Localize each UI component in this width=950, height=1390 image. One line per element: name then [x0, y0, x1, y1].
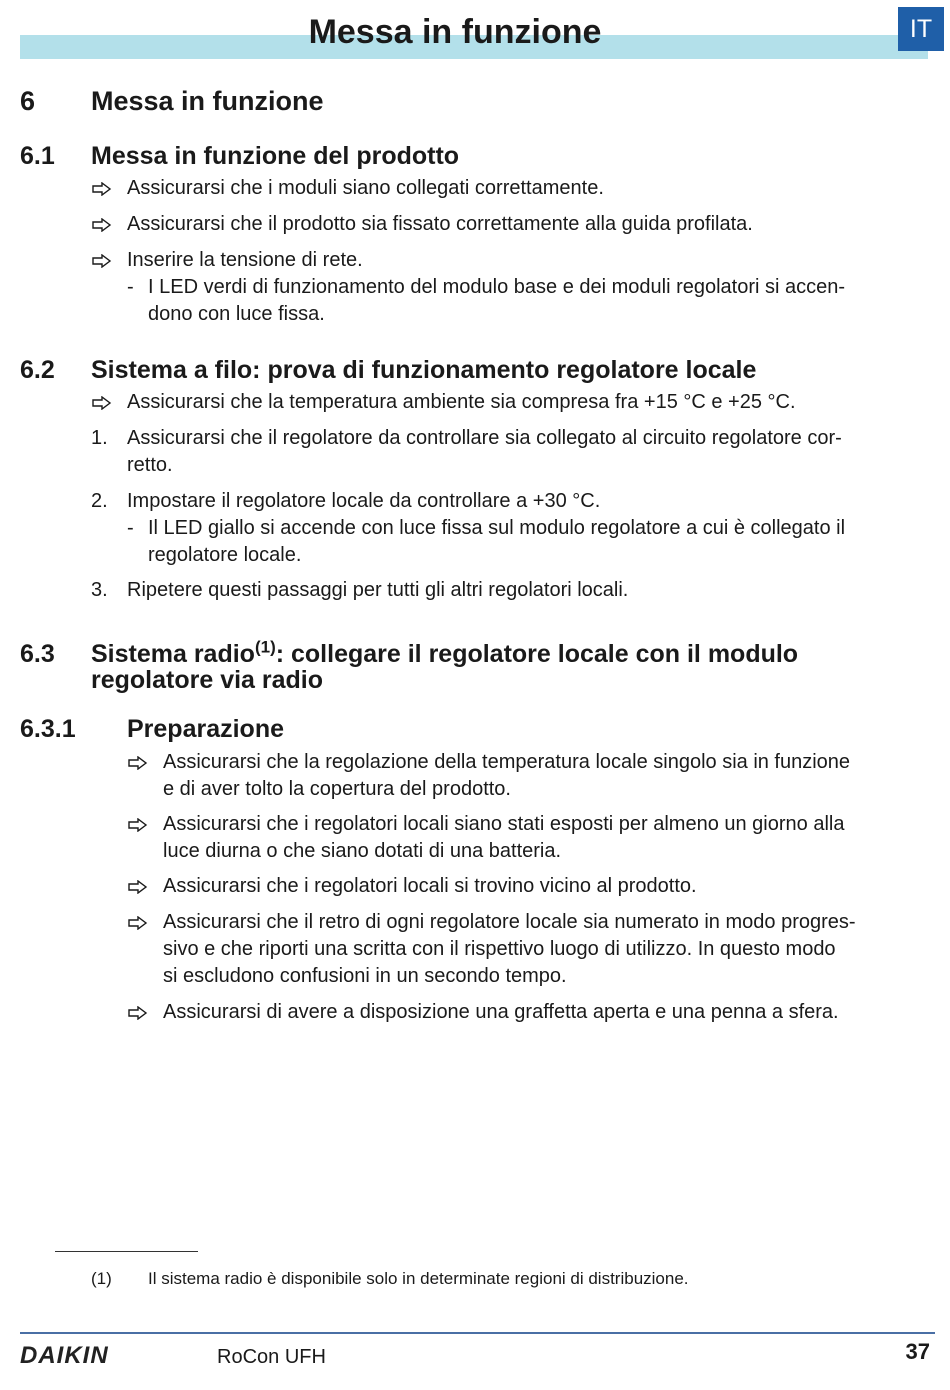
section-title: [91, 637, 799, 668]
list-item-line: e di aver tolto la copertura del prodotto.: [163, 778, 511, 800]
arrow-right-icon: [92, 218, 112, 232]
arrow-right-icon: [128, 1006, 148, 1020]
step-line: retto.: [127, 454, 173, 476]
list-item-line: si escludono confusioni in un secondo tempo.: [163, 965, 567, 987]
arrow-right-icon: [128, 880, 148, 894]
list-item: Assicurarsi che il prodotto sia fissato correttamente alla guida profilata.: [127, 213, 753, 235]
page-number: 37: [905, 1339, 930, 1364]
step-line: Ripetere questi passaggi per tutti gli altri regolatori locali.: [127, 579, 629, 601]
footnote-mark: (1): [91, 1269, 112, 1288]
sub-item-line: I LED verdi di funzionamento del modulo base e dei moduli regolatori si accen-: [148, 276, 846, 298]
footnote-divider: [55, 1251, 198, 1252]
section-title-part: Sistema radio: [91, 640, 255, 668]
section-number: 6.3: [20, 640, 55, 668]
step-number: 3.: [91, 579, 108, 601]
list-item-line: luce diurna o che siano dotati di una batteria.: [163, 840, 562, 862]
language-tab: IT: [898, 7, 944, 51]
section-number: 6.1: [20, 142, 55, 170]
section-title: Messa in funzione: [91, 86, 324, 116]
step-number: 1.: [91, 427, 108, 449]
arrow-right-icon: [128, 756, 148, 770]
list-item: Inserire la tensione di rete.: [127, 249, 363, 271]
section-number: 6.3.1: [20, 715, 76, 743]
footer-divider: [20, 1332, 935, 1334]
list-item-line: Assicurarsi che i regolatori locali si trovino vicino al prodotto.: [163, 875, 697, 897]
section-title: Preparazione: [127, 715, 285, 743]
step-number: 2.: [91, 490, 108, 512]
sub-item-line: dono con luce fissa.: [148, 303, 325, 325]
section-title-continuation: regolatore via radio: [91, 666, 324, 694]
section-number: 6: [20, 86, 36, 116]
step-line: Impostare il regolatore locale da controllare a +30 °C.: [127, 490, 601, 512]
list-item-line: sivo e che riporti una scritta con il rispettivo luogo di utilizzo. In questo modo: [163, 938, 836, 960]
sub-item-line: regolatore locale.: [148, 544, 302, 566]
list-item-line: Assicurarsi che i regolatori locali siano stati esposti per almeno un giorno alla: [163, 813, 845, 835]
section-title: Messa in funzione del prodotto: [91, 142, 460, 170]
page-header-title: Messa in funzione: [308, 13, 602, 51]
step-line: Assicurarsi che il regolatore da controllare sia collegato al circuito regolatore cor-: [127, 427, 842, 449]
arrow-right-icon: [92, 182, 112, 196]
footnote-reference[interactable]: (1): [254, 637, 276, 657]
section-title: Sistema a filo: prova di funzionamento regolatore locale: [91, 356, 757, 384]
sub-item-line: Il LED giallo si accende con luce fissa sul modulo regolatore a cui è collegato il: [148, 517, 846, 539]
footnote-text: Il sistema radio è disponibile solo in determinate regioni di distribuzione.: [148, 1269, 689, 1288]
dash-marker: -: [127, 517, 134, 539]
section-number: 6.2: [20, 356, 55, 384]
list-item-line: Assicurarsi che il retro di ogni regolatore locale sia numerato in modo progres-: [163, 911, 856, 933]
list-item-line: Assicurarsi di avere a disposizione una graffetta aperta e una penna a sfera.: [163, 1001, 839, 1023]
arrow-right-icon: [128, 916, 148, 930]
list-item: Assicurarsi che la temperatura ambiente sia compresa fra +15 °C e +25 °C.: [127, 391, 796, 413]
list-item: Assicurarsi che i moduli siano collegati correttamente.: [127, 177, 604, 199]
product-name: RoCon UFH: [217, 1346, 326, 1368]
dash-marker: -: [127, 276, 134, 298]
section-title-part: : collegare il regolatore locale con il modulo: [275, 640, 799, 668]
arrow-right-icon: [92, 254, 112, 268]
arrow-right-icon: [92, 396, 112, 410]
list-item-line: Assicurarsi che la regolazione della temperatura locale singolo sia in funzione: [163, 751, 851, 773]
arrow-right-icon: [128, 818, 148, 832]
daikin-logo: DAIKIN: [20, 1342, 109, 1369]
